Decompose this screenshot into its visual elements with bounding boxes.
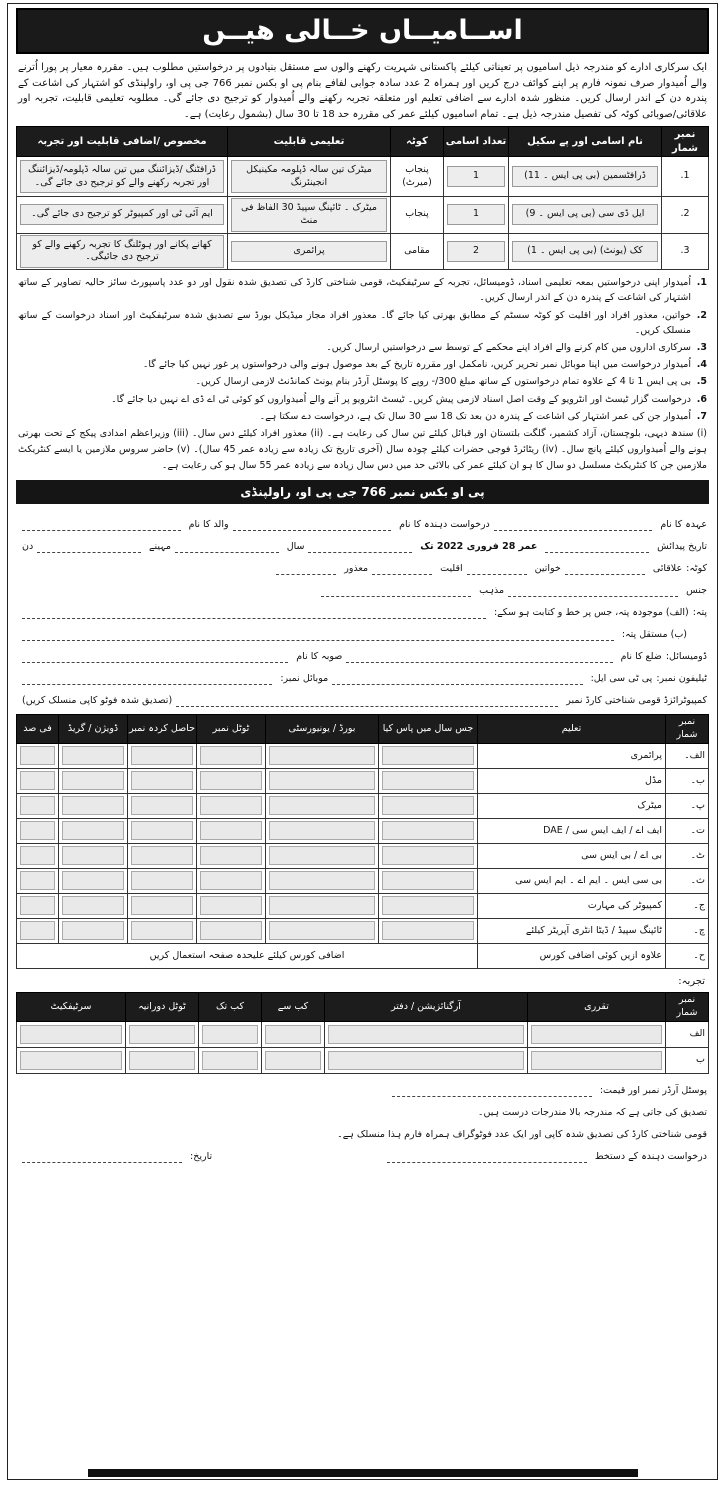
application-form [8,510,717,712]
post-count: 2 [447,241,505,262]
edu-col-obtained: حاصل کردہ نمبر [128,715,197,744]
dob-label: تاریخ پیدائش [657,540,707,552]
table-row [17,743,709,768]
extra-course-note: اضافی کورس کیلئے علیحدہ صفحہ استعمال کریں [17,943,478,968]
address-current-field[interactable] [22,608,486,619]
form-row-dob [18,536,707,558]
months-field[interactable] [175,542,279,553]
year-label: سال [286,540,305,552]
exp-duration-cell[interactable] [129,1051,195,1070]
table-row [17,233,709,270]
date-field[interactable] [22,1152,182,1163]
edu-division-cell[interactable] [62,871,124,890]
edu-percent-cell[interactable] [20,896,55,915]
exp-from-cell[interactable] [265,1025,321,1044]
table-row [17,157,709,197]
signature-field[interactable] [387,1152,587,1163]
edu-obtained-cell[interactable] [131,896,193,915]
col-education: تعلیمی قابلیت [228,127,391,157]
form-row-names [18,514,707,536]
intro-paragraph: ایک سرکاری ادارے کو مندرجہ ذیل اسامیوں پر تعیناتی کیلئے پاکستانی شہریت رکھنے والوں سے مستقل بنیادوں پر درخواستیں مطلوب ہیں۔ مقررہ معیار پر پورا اُترنے والے اُمیدوار صرف نمونہ فارم پر اپنے کوائف درج کریں اور ہمراہ 2 عدد سادہ جوابی لفافے بنام پی او بکس نمبر 766 جی پی او، راولپنڈی کو اشتہار کی اشاعت کے پندرہ دن کے اندر ارسال کریں۔ منظور شدہ ادارے سے اضافی تعلیم اور متعلقہ تجربہ رکھنے والے اُمیدوار کو ترجیح دی جائے گی۔ مطلوبہ تعلیمی قابلیت، تجربہ اور علاقائی/صوبائی کوٹہ کی تفصیل مندرجہ ذیل ہے۔ تمام اسامیوں کیلئے عمر کی مقررہ حد 18 تا 30 سال (بشمول رعایت) ہے۔ [18,62,707,120]
edu-board-cell[interactable] [269,821,375,840]
edu-total-cell[interactable] [200,896,262,915]
exp-duration-cell[interactable] [129,1025,195,1044]
quota-women-field[interactable] [467,564,527,575]
list-item: 2. خواتین، معذور افراد اور اقلیت کو کوٹہ سسٹم کے مطابق بھرتی کیا جائے گا۔ معذور افراد مجاز میڈیکل بورڈ سے تصدیق شدہ سرٹیفکیٹ اور اسناد درخواست کے ساتھ منسلک کریں۔ [18,309,707,336]
experience-header-row [17,993,709,1022]
edu-board-cell[interactable] [269,871,375,890]
edu-row-index: ب۔ [666,768,709,793]
edu-year-cell[interactable] [382,921,474,940]
date-label: تاریخ: [190,1150,213,1162]
form-row-cnic [18,690,707,712]
col-serial: نمبر شمار [662,127,709,157]
edu-year-cell[interactable] [382,871,474,890]
edu-division-cell[interactable] [62,846,124,865]
edu-percent-cell[interactable] [20,846,55,865]
declaration-text: تصدیق کی جاتی ہے کہ مندرجہ بالا مندرجات درست ہیں۔ [477,1106,707,1118]
post-experience: کھانے پکانے اور ہوٹلنگ کا تجربہ رکھنے والے کو ترجیح دی جائیگی۔ [20,235,224,269]
title-banner [16,8,709,54]
edu-year-cell[interactable] [382,821,474,840]
instructions-list [8,272,717,424]
declaration-row-1 [18,1102,707,1124]
list-item: 5. بی پی ایس 1 تا 4 کے علاوہ تمام درخواستوں کے ساتھ مبلغ 300/- روپے کا پوسٹل آرڈر بنام یونٹ کمانڈنٹ لازمی ارسال کریں۔ [195,376,707,388]
exp-col-duration: ٹوٹل دورانیہ [126,993,199,1022]
edu-year-cell[interactable] [382,846,474,865]
table-row [17,843,709,868]
edu-row-index: ٹ۔ [666,843,709,868]
edu-board-cell[interactable] [269,746,375,765]
table-row [17,793,709,818]
edu-total-cell[interactable] [200,821,262,840]
ptcl-field[interactable] [332,674,582,685]
post-education: میٹرک تین سالہ ڈپلومہ مکینیکل انجینئرنگ [231,160,387,194]
cnic-label: کمپیوٹرائزڈ قومی شناختی کارڈ نمبر [566,694,707,706]
edu-obtained-cell[interactable] [131,746,193,765]
edu-board-cell[interactable] [269,896,375,915]
edu-percent-cell[interactable] [20,821,55,840]
edu-total-cell[interactable] [200,746,262,765]
postal-order-row [18,1080,707,1102]
row-serial: 1. [662,157,709,197]
edu-total-cell[interactable] [200,871,262,890]
dob-field[interactable] [545,542,649,553]
edu-row-name: مڈل [478,768,666,793]
exp-certificate-cell[interactable] [20,1025,122,1044]
province-field[interactable] [22,652,288,663]
edu-col-total: ٹوٹل نمبر [197,715,266,744]
po-box-banner: پی او بکس نمبر 766 جی پی او، راولپنڈی [16,480,709,504]
age-concessions: (i) سندھ دیہی، بلوچستان، آزاد کشمیر، گلگت بلتستان اور قبائل کیلئے تین سال کی رعایت ہے۔ (ii) معذور افراد کیلئے دس سال۔ (iii) وزیراعظم امدادی پیکج کے تحت بھرتی ہونے والے اُمیدواروں کیلئے پانچ سال۔ (iv) ریٹائرڈ فوجی حضرات کیلئے چودہ سال (آخری تاریخ تک زیادہ سے زیادہ عمر 45 سال)۔ (v) حاضر سروس ملازمین یا ایسے کنٹریکٹ ملازمین جن کا کنٹریکٹ مسلسل دو سال کا ہو ان کیلئے عمر کی بالائی حد میں دس سال زیادہ سے زیادہ عمر 55 سال ہو کی رعایت ہے۔ [18,427,707,472]
edu-obtained-cell[interactable] [131,846,193,865]
mobile-label: موبائل نمبر: [280,672,329,684]
edu-board-cell[interactable] [269,796,375,815]
exp-from-cell[interactable] [265,1051,321,1070]
applicant-label: درخواست دہندہ کا نام [399,518,490,530]
exp-to-cell[interactable] [202,1051,258,1070]
exp-row-index: ب [666,1048,709,1074]
edu-row-name: کمپیوٹر کی مہارت [478,893,666,918]
form-row-domicile [18,646,707,668]
form-row-address-a [18,602,707,624]
table-row [17,768,709,793]
post-count: 1 [447,204,505,225]
list-item: 4. اُمیدوار درخواست میں اپنا موبائل نمبر تحریر کریں، نامکمل اور مقررہ تاریخ کے بعد موصول ہونے والی درخواستوں پر غور نہیں کیا جائے گا۔ [142,359,707,371]
edu-percent-cell[interactable] [20,771,55,790]
edu-year-cell[interactable] [382,796,474,815]
edu-division-cell[interactable] [62,746,124,765]
years-field[interactable] [308,542,412,553]
signature-row [18,1146,707,1168]
edu-row-name: بی سی ایس ۔ ایم اے ۔ ایم ایس سی [478,868,666,893]
post-quota: پنجاب (میرٹ) [391,157,444,197]
quota-label: کوٹہ: [686,562,707,574]
signature-label: درخواست دہندہ کے دستخط [594,1150,707,1162]
table-row [17,1022,709,1048]
edu-row-name: بی اے / بی ایس سی [478,843,666,868]
list-item: 6. درخواست گزار ٹیسٹ اور انٹرویو کے وقت اصل اسناد لازمی پیش کریں۔ ٹیسٹ انٹرویو پر آنے والے اُمیدواروں کو کوئی ٹی اے ڈی اے نہیں دیا جائے گا۔ [111,393,707,405]
row-serial: 2. [662,197,709,234]
edu-col-board: بورڈ / یونیورسٹی [266,715,379,744]
edu-col-division: ڈویژن / گریڈ [59,715,128,744]
edu-obtained-cell[interactable] [131,871,193,890]
jobs-table [16,126,709,270]
col-experience: مخصوص /اضافی قابلیت اور تجربہ [17,127,228,157]
edu-row-name: پرائمری [478,743,666,768]
edu-row-index: پ۔ [666,793,709,818]
bottom-bar [88,1469,638,1477]
exp-organization-cell[interactable] [328,1051,524,1070]
edu-row-name: ٹائپنگ سپیڈ / ڈیٹا انٹری آپریٹر کیلئے [478,918,666,943]
post-label: عہدہ کا نام [660,518,707,530]
father-field[interactable] [22,520,181,531]
form-row-gender [18,580,707,602]
list-item: 3. سرکاری اداروں میں کام کرنے والے افراد اپنے محکمے کے توسط سے درخواستیں ارسال کریں۔ [326,342,707,353]
edu-row-name: علاوہ ازیں کوئی اضافی کورس [478,943,666,968]
table-row [17,943,709,968]
edu-obtained-cell[interactable] [131,796,193,815]
gender-field[interactable] [508,586,678,597]
exp-col-from: کب سے [262,993,325,1022]
post-experience: ایم آئی ٹی اور کمپیوٹر کو ترجیح دی جائے گی۔ [20,204,224,225]
declaration-text: قومی شناختی کارڈ کی تصدیق شدہ کاپی اور ایک عدد فوٹوگراف ہمراہ فارم ہذا منسلک ہے۔ [337,1128,707,1140]
declaration-row-2 [18,1124,707,1146]
col-quota: کوٹہ [391,127,444,157]
table-row [17,893,709,918]
experience-title: تجربہ: [678,975,705,987]
post-name: ایل ڈی سی (بی پی ایس ۔ 9) [512,204,658,225]
address-permanent-label: (ب) مستقل پتہ: [621,628,687,640]
post-education: میٹرک ۔ ٹائپنگ سپیڈ 30 الفاظ فی منٹ [231,198,387,232]
post-count: 1 [447,166,505,187]
phone-label: ٹیلیفون نمبر: [656,672,707,684]
edu-col-serial: نمبر شمار [666,715,709,744]
advertisement-page [7,3,718,1480]
edu-row-name: ایف اے / ایف ایس سی / DAE [478,818,666,843]
district-label: ضلع کا نام [620,650,662,662]
quota-option: خواتین [534,562,561,574]
postal-order-field[interactable] [392,1086,592,1097]
quota-minority-field[interactable] [372,564,432,575]
edu-year-cell[interactable] [382,896,474,915]
list-item: 1. اُمیدوار اپنی درخواستیں بمعہ تعلیمی اسناد، ڈومیسائل، تجربہ کے سرٹیفکیٹ، قومی شناختی کارڈ کی تصدیق شدہ نقول اور دو عدد پاسپورٹ سائز حالیہ تصاویر کے ساتھ اشتہار کی اشاعت کے پندرہ دن کے اندر ارسال کریں۔ [18,277,707,304]
table-row [17,918,709,943]
education-header-row [17,715,709,744]
edu-year-cell[interactable] [382,771,474,790]
post-experience: ڈرافٹنگ /ڈیزائننگ میں تین سالہ ڈپلومہ/ڈیزائننگ اور تجربہ رکھنے والے کو ترجیح دی جائے گی۔ [20,160,224,194]
exp-to-cell[interactable] [202,1025,258,1044]
list-item: 7. اُمیدوار جن کی عمر اشتہار کی اشاعت کے پندرہ دن بعد تک 18 سے 30 سال تک ہے، درخواست دے سکتا ہے۔ [259,410,707,422]
col-post: نام اسامی اور پے سکیل [509,127,662,157]
education-table [16,714,709,969]
table-row [17,1048,709,1074]
form-row-phone [18,668,707,690]
edu-percent-cell[interactable] [20,871,55,890]
edu-obtained-cell[interactable] [131,771,193,790]
edu-row-index: ت۔ [666,818,709,843]
edu-row-index: ح۔ [666,943,709,968]
edu-division-cell[interactable] [62,796,124,815]
exp-organization-cell[interactable] [328,1025,524,1044]
education-table-wrap [8,712,717,971]
edu-row-index: الف۔ [666,743,709,768]
jobs-table-wrap [8,124,717,272]
quota-option: علاقائی [652,562,683,574]
form-footer [8,1076,717,1168]
edu-row-index: چ۔ [666,918,709,943]
post-education: پرائمری [231,241,387,262]
edu-percent-cell[interactable] [20,796,55,815]
col-count: تعداد اسامی [444,127,509,157]
exp-col-position: تقرری [528,993,666,1022]
religion-label: مذہب [479,584,505,596]
edu-col-education: تعلیم [478,715,666,744]
address-label: پتہ: [692,606,707,618]
post-quota: مقامی [391,233,444,270]
edu-total-cell[interactable] [200,921,262,940]
edu-row-index: ج۔ [666,893,709,918]
father-label: والد کا نام [188,518,229,530]
table-row [17,868,709,893]
quota-disabled-field[interactable] [276,564,336,575]
edu-percent-cell[interactable] [20,746,55,765]
domicile-label: ڈومیسائل: [665,650,707,662]
exp-position-cell[interactable] [531,1051,662,1070]
edu-total-cell[interactable] [200,796,262,815]
experience-table [16,992,709,1074]
applicant-field[interactable] [233,520,392,531]
exp-col-serial: نمبر شمار [666,993,709,1022]
exp-certificate-cell[interactable] [20,1051,122,1070]
day-label: دن [22,540,34,552]
age-reference: عمر 28 فروری 2022 تک [420,540,538,552]
exp-col-certificate: سرٹیفکیٹ [17,993,126,1022]
edu-obtained-cell[interactable] [131,921,193,940]
form-row-address-b [18,624,707,646]
month-label: مہینے [148,540,171,552]
edu-percent-cell[interactable] [20,921,55,940]
exp-col-organization: آرگنائزیشن / دفتر [325,993,528,1022]
table-row [17,197,709,234]
experience-table-wrap [8,990,717,1076]
edu-board-cell[interactable] [269,921,375,940]
quota-option: معذور [344,562,369,574]
edu-board-cell[interactable] [269,771,375,790]
quota-option: اقلیت [440,562,463,574]
cnic-note: (تصدیق شدہ فوٹو کاپی منسلک کریں) [22,694,173,706]
post-name: ڈرافٹسمین (بی پی ایس ۔ 11) [512,166,658,187]
edu-division-cell[interactable] [62,821,124,840]
province-label: صوبہ کا نام [296,650,343,662]
edu-col-percent: فی صد [17,715,59,744]
ptcl-label: پی ٹی سی ایل: [590,672,653,684]
mobile-field[interactable] [22,674,272,685]
exp-col-to: کب تک [199,993,262,1022]
edu-division-cell[interactable] [62,921,124,940]
address-current-label: (الف) موجودہ پتہ، جس پر خط و کتابت ہو سکے: [493,606,689,618]
religion-field[interactable] [321,586,471,597]
edu-row-name: میٹرک [478,793,666,818]
exp-position-cell[interactable] [531,1025,662,1044]
edu-division-cell[interactable] [62,771,124,790]
post-field[interactable] [494,520,653,531]
cnic-field[interactable] [176,696,558,707]
quota-regional-field[interactable] [565,564,645,575]
edu-obtained-cell[interactable] [131,821,193,840]
row-serial: 3. [662,233,709,270]
district-field[interactable] [346,652,612,663]
gender-label: جنس [686,584,707,596]
post-name: کک (یونٹ) (بی پی ایس ۔ 1) [512,241,658,262]
edu-board-cell[interactable] [269,846,375,865]
jobs-header-row [17,127,709,157]
form-row-quota [18,558,707,580]
page-title: اســامیــاں خــالی ھیــں [202,14,523,46]
address-permanent-field[interactable] [22,630,614,641]
edu-row-index: ث۔ [666,868,709,893]
post-quota: پنجاب [391,197,444,234]
days-field[interactable] [37,542,141,553]
edu-col-year: جس سال میں پاس کیا [379,715,478,744]
edu-division-cell[interactable] [62,896,124,915]
exp-row-index: الف [666,1022,709,1048]
edu-total-cell[interactable] [200,771,262,790]
postal-order-label: پوسٹل آرڈر نمبر اور قیمت: [599,1084,707,1096]
edu-total-cell[interactable] [200,846,262,865]
edu-year-cell[interactable] [382,746,474,765]
table-row [17,818,709,843]
